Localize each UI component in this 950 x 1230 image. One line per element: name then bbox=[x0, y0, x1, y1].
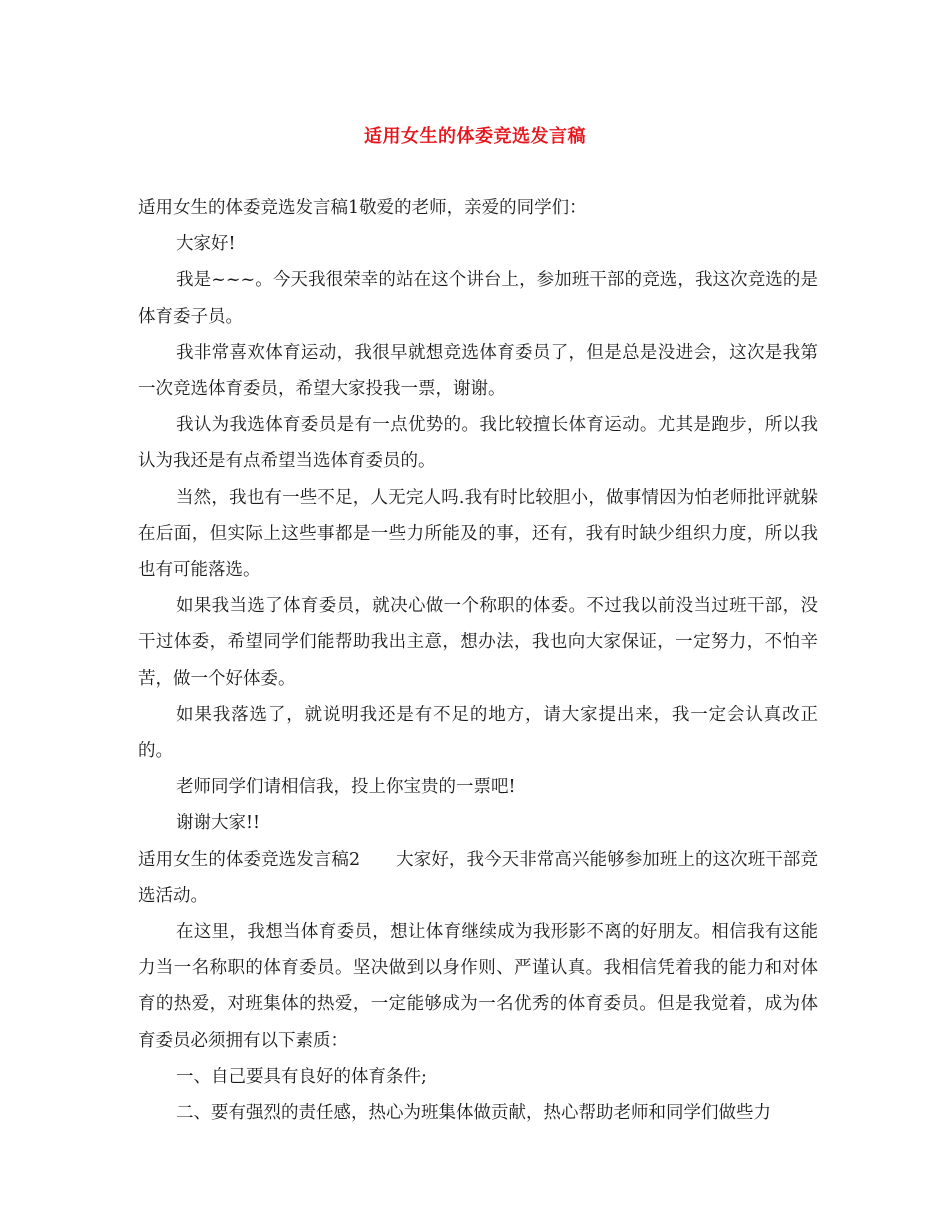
section-2-opening bbox=[138, 842, 818, 914]
paragraph-motivation: 我非常喜欢体育运动，我很早就想竞选体育委员了，但是总是没进会，这次是我第一次竞选体育委员，希望大家投我一票，谢谢。 bbox=[138, 342, 818, 400]
paragraph-weaknesses: 当然，我也有一些不足，人无完人吗.我有时比较胆小，做事情因为怕老师批评就躲在后面，但实际上这些事都是一些力所能及的事，还有，我有时缺少组织力度，所以我也有可能落选。 bbox=[138, 487, 818, 581]
paragraph-section2-body: 在这里，我想当体育委员，想让体育继续成为我形影不离的好朋友。相信我有这能力当一名称职的体育委员。坚决做到以身作则、严谨认真。我相信凭着我的能力和对体育的热爱，对班集体的热爱，一定能够成为一名优秀的体育委员。但是我觉着，成为体育委员必须拥有以下素质： bbox=[138, 922, 818, 1051]
paragraph-thanks: 谢谢大家!! bbox=[176, 813, 261, 834]
paragraph-quality-2: 二、要有强烈的责任感，热心为班集体做贡献，热心帮助老师和同学们做些力 bbox=[176, 1103, 771, 1124]
section-2-heading: 适用女生的体委竞选发言稿2 bbox=[138, 849, 361, 870]
paragraph-if-elected: 如果我当选了体育委员，就决心做一个称职的体委。不过我以前没当过班干部，没干过体委，希望同学们能帮助我出主意，想办法，我也向大家保证，一定努力，不怕辛苦，做一个好体委。 bbox=[138, 596, 818, 689]
paragraph-quality-1: 一、自己要具有良好的体育条件; bbox=[176, 1066, 427, 1087]
paragraph-opening: 适用女生的体委竞选发言稿1敬爱的老师，亲爱的同学们： bbox=[138, 198, 587, 218]
paragraph-if-not-elected: 如果我落选了，就说明我还是有不足的地方，请大家提出来，我一定会认真改正的。 bbox=[138, 704, 818, 762]
paragraph-intro: 我是~~~。今天我很荣幸的站在这个讲台上，参加班干部的竞选，我这次竞选的是体育委子员。 bbox=[138, 270, 818, 327]
paragraph-greeting: 大家好! bbox=[176, 234, 236, 255]
paragraph-appeal: 老师同学们请相信我，投上你宝贵的一票吧! bbox=[176, 777, 516, 798]
document-body bbox=[138, 190, 818, 1131]
section-2-greeting: 大家好，我今天非常高兴能够参加班上的这次班干部竞选活动。 bbox=[138, 849, 818, 906]
paragraph-strengths: 我认为我选体育委员是有一点优势的。我比较擅长体育运动。尤其是跑步，所以我认为我还是有点希望当选体育委员的。 bbox=[138, 415, 818, 472]
document-title: 适用女生的体委竞选发言稿 bbox=[364, 126, 586, 147]
